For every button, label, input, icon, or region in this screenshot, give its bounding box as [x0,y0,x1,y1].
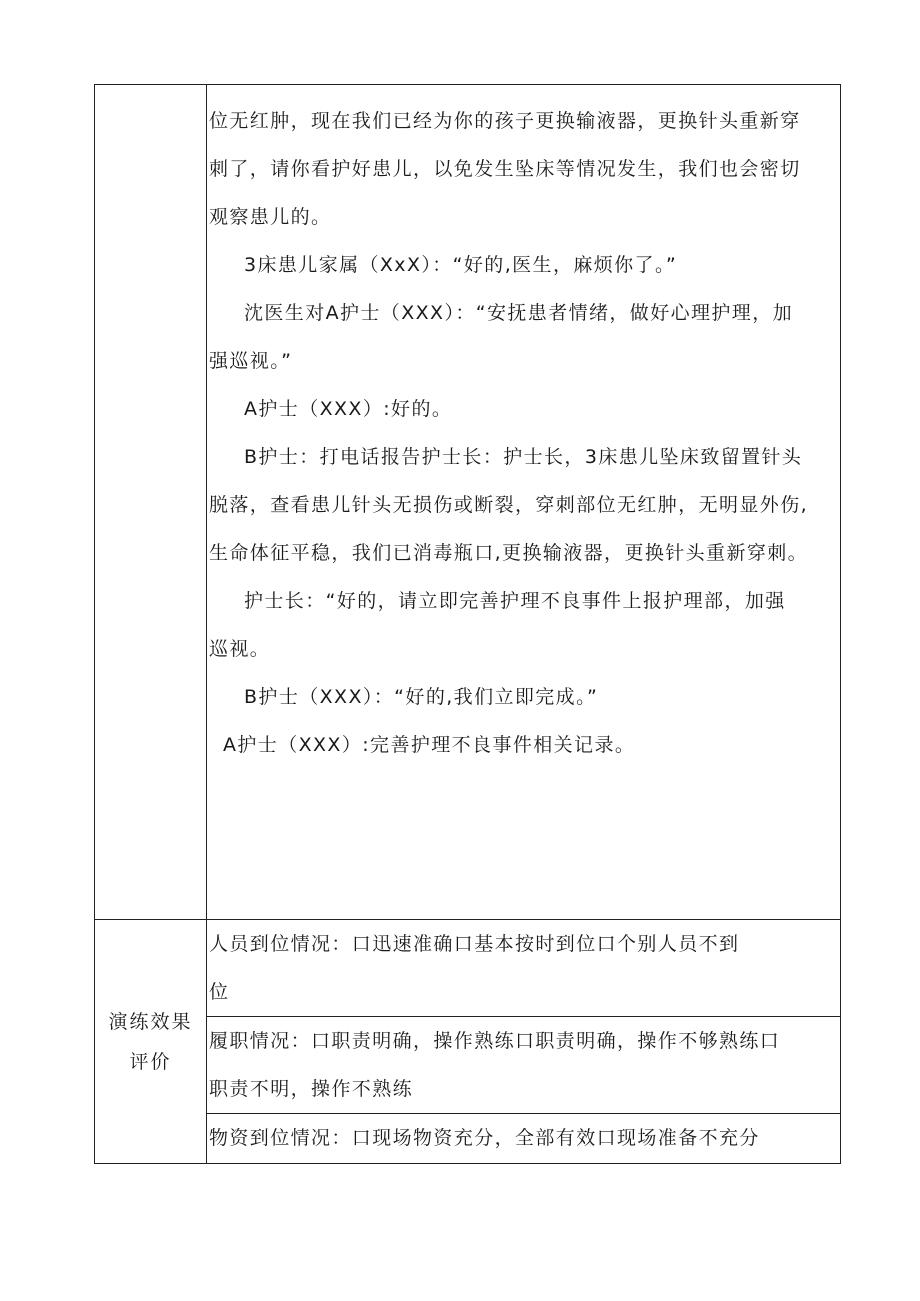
personnel-text-line2: 位 [209,981,230,1003]
duty-cell [207,1017,841,1114]
narrative-line: 护士长：“好的，请立即完善护理不良事件上报护理部，加强 [244,590,786,612]
narrative-cell [207,85,841,920]
personnel-row [95,920,841,1017]
narrative-line: 沈医生对A护士（XXX）：“安抚患者情绪，做好心理护理，加 [244,302,793,324]
narrative-line: 强巡视。” [209,350,293,372]
narrative-line: B护士：打电话报告护士长：护士长，3床患儿坠床致留置针头 [244,446,803,468]
drill-record-table [94,84,841,1164]
materials-cell [207,1114,841,1164]
narrative-line: 观察患儿的。 [209,206,332,228]
narrative-label-cell [95,85,207,920]
evaluation-label-line1: 演练效果 [108,1010,193,1033]
evaluation-label-line2: 评价 [129,1050,172,1073]
narrative-text [207,97,840,919]
materials-text-line1: 物资到位情况：口现场物资充分，全部有效口现场准备不充分 [209,1127,760,1149]
evaluation-label [95,920,207,1164]
narrative-line: 刺了，请你看护好患儿，以免发生坠床等情况发生，我们也会密切 [209,158,801,180]
duty-text-line2: 职责不明，操作不熟练 [209,1078,414,1100]
narrative-line: A护士（XXX）:完善护理不良事件相关记录。 [223,734,636,756]
narrative-line: 巡视。 [209,638,271,660]
duty-text-line1: 履职情况：口职责明确，操作熟练口职责明确，操作不够熟练口 [209,1030,781,1052]
materials-row [95,1114,841,1164]
narrative-line: 生命体征平稳，我们已消毒瓶口,更换输液器，更换针头重新穿刺。 [209,542,809,564]
narrative-line: B护士（XXX）：“好的,我们立即完成。” [244,686,599,708]
narrative-line: 3床患儿家属（XxX）：“好的,医生，麻烦你了。” [244,254,678,276]
narrative-line: 位无红肿，现在我们已经为你的孩子更换输液器，更换针头重新穿 [209,110,801,132]
narrative-row [95,85,841,920]
narrative-line: 脱落，查看患儿针头无损伤或断裂，穿刺部位无红肿，无明显外伤, [209,494,809,516]
personnel-text-line1: 人员到位情况：口迅速准确口基本按时到位口个别人员不到 [209,933,740,955]
narrative-line: A护士（XXX）:好的。 [244,398,453,420]
duty-row [95,1017,841,1114]
personnel-cell [207,920,841,1017]
